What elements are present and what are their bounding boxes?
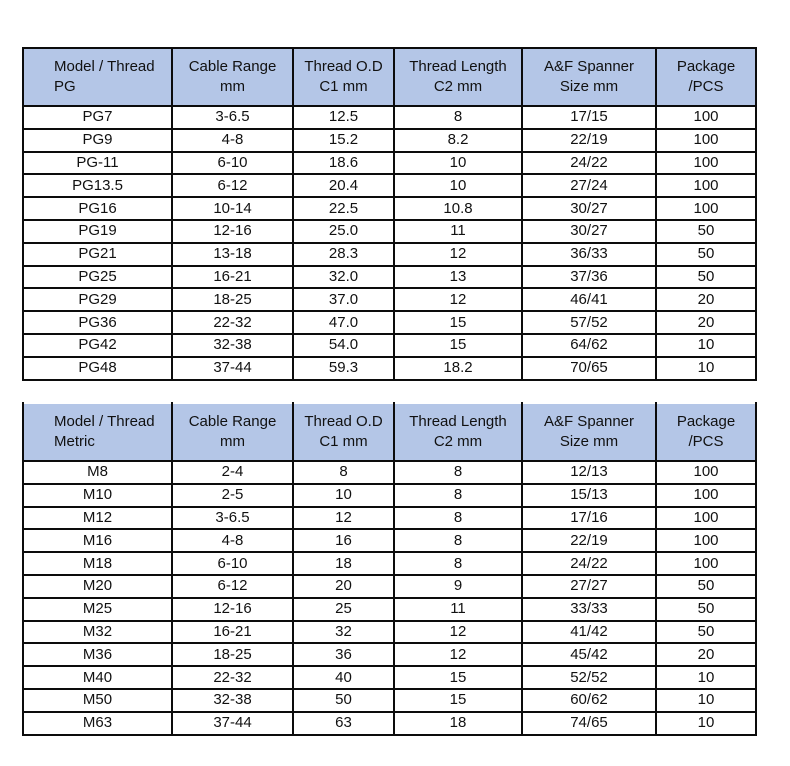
cell-thread-od: 47.0 — [293, 311, 394, 334]
cell-model: PG9 — [23, 129, 172, 152]
cell-thread-od: 28.3 — [293, 243, 394, 266]
header-row — [23, 48, 756, 106]
header-model-thread-line: Model / Thread — [54, 413, 155, 430]
cell-package: 100 — [656, 461, 756, 484]
pg-thread-spec-table — [22, 47, 757, 381]
table-row — [23, 484, 756, 507]
cell-cable-range: 18-25 — [172, 288, 293, 311]
header-cable-range-line: Cable Range — [188, 413, 277, 430]
table-row — [23, 106, 756, 129]
cell-package: 10 — [656, 357, 756, 380]
cell-cable-range: 12-16 — [172, 598, 293, 621]
cell-af-spanner: 27/27 — [522, 575, 656, 598]
header-thread-od-line: Thread O.D — [304, 58, 383, 75]
cell-package: 100 — [656, 129, 756, 152]
cell-thread-length: 18 — [394, 712, 522, 735]
cell-cable-range: 2-4 — [172, 461, 293, 484]
cell-cable-range: 6-12 — [172, 174, 293, 197]
cell-thread-od: 37.0 — [293, 288, 394, 311]
cell-model: M50 — [23, 689, 172, 712]
table-row — [23, 689, 756, 712]
header-af-spanner-line: A&F Spanner — [543, 413, 635, 430]
cell-cable-range: 4-8 — [172, 529, 293, 552]
cell-package: 100 — [656, 484, 756, 507]
cell-cable-range: 2-5 — [172, 484, 293, 507]
cell-package: 10 — [656, 334, 756, 357]
header-package-line: /PCS — [688, 433, 724, 450]
cell-thread-od: 25 — [293, 598, 394, 621]
header-cable-range-line: mm — [220, 433, 245, 450]
cell-thread-od: 36 — [293, 643, 394, 666]
cell-thread-length: 10 — [394, 174, 522, 197]
cell-af-spanner: 24/22 — [522, 552, 656, 575]
cell-cable-range: 6-10 — [172, 552, 293, 575]
cell-thread-length: 12 — [394, 643, 522, 666]
cell-model: PG42 — [23, 334, 172, 357]
cell-model: PG16 — [23, 197, 172, 220]
cell-thread-od: 54.0 — [293, 334, 394, 357]
table-row — [23, 174, 756, 197]
cell-cable-range: 37-44 — [172, 357, 293, 380]
cell-package: 20 — [656, 311, 756, 334]
table-row — [23, 621, 756, 644]
cell-thread-od: 12.5 — [293, 106, 394, 129]
header-thread-od-line: C1 mm — [319, 78, 368, 95]
cell-cable-range: 4-8 — [172, 129, 293, 152]
cell-thread-length: 15 — [394, 666, 522, 689]
cell-package: 50 — [656, 266, 756, 289]
cell-package: 100 — [656, 106, 756, 129]
cell-cable-range: 22-32 — [172, 311, 293, 334]
cell-thread-od: 32 — [293, 621, 394, 644]
table-body — [23, 461, 756, 735]
cell-thread-od: 20 — [293, 575, 394, 598]
cell-package: 100 — [656, 507, 756, 530]
cell-model: M36 — [23, 643, 172, 666]
cell-af-spanner: 41/42 — [522, 621, 656, 644]
table-row — [23, 357, 756, 380]
cell-model: M16 — [23, 529, 172, 552]
header-af-spanner-line: Size mm — [559, 433, 619, 450]
cell-af-spanner: 60/62 — [522, 689, 656, 712]
cell-model: M40 — [23, 666, 172, 689]
cell-thread-od: 18 — [293, 552, 394, 575]
header-af-spanner-line: A&F Spanner — [543, 58, 635, 75]
cell-af-spanner: 22/19 — [522, 129, 656, 152]
cell-cable-range: 32-38 — [172, 689, 293, 712]
metric-thread-spec-table — [22, 402, 757, 736]
table-row — [23, 266, 756, 289]
cell-model: PG19 — [23, 220, 172, 243]
header-thread-length — [394, 48, 522, 106]
cell-af-spanner: 15/13 — [522, 484, 656, 507]
cell-cable-range: 10-14 — [172, 197, 293, 220]
cell-thread-length: 8 — [394, 461, 522, 484]
cell-thread-od: 50 — [293, 689, 394, 712]
cell-model: M20 — [23, 575, 172, 598]
table-row — [23, 507, 756, 530]
cell-af-spanner: 64/62 — [522, 334, 656, 357]
cell-model: M8 — [23, 461, 172, 484]
cell-cable-range: 32-38 — [172, 334, 293, 357]
cell-cable-range: 16-21 — [172, 266, 293, 289]
cell-model: PG29 — [23, 288, 172, 311]
cell-package: 50 — [656, 621, 756, 644]
header-package — [656, 48, 756, 106]
cell-cable-range: 3-6.5 — [172, 106, 293, 129]
table-row — [23, 643, 756, 666]
header-af-spanner-line: Size mm — [559, 78, 619, 95]
cell-thread-length: 8 — [394, 484, 522, 507]
cell-thread-od: 22.5 — [293, 197, 394, 220]
header-row — [23, 403, 756, 461]
cell-thread-od: 16 — [293, 529, 394, 552]
header-thread-od — [293, 48, 394, 106]
table-header — [23, 403, 756, 461]
cell-package: 100 — [656, 152, 756, 175]
table-row — [23, 575, 756, 598]
table-row — [23, 288, 756, 311]
cell-thread-od: 40 — [293, 666, 394, 689]
cell-package: 50 — [656, 598, 756, 621]
cell-thread-od: 15.2 — [293, 129, 394, 152]
cell-model: M10 — [23, 484, 172, 507]
cell-af-spanner: 45/42 — [522, 643, 656, 666]
cell-af-spanner: 27/24 — [522, 174, 656, 197]
cell-af-spanner: 37/36 — [522, 266, 656, 289]
cell-model: PG25 — [23, 266, 172, 289]
cell-thread-od: 12 — [293, 507, 394, 530]
cell-thread-length: 8 — [394, 529, 522, 552]
table-row — [23, 334, 756, 357]
cell-af-spanner: 30/27 — [522, 197, 656, 220]
header-model-thread — [23, 48, 172, 106]
cell-thread-length: 8.2 — [394, 129, 522, 152]
cell-cable-range: 3-6.5 — [172, 507, 293, 530]
cell-thread-length: 12 — [394, 243, 522, 266]
header-cable-range-line: mm — [220, 78, 245, 95]
cell-model: PG-11 — [23, 152, 172, 175]
header-cable-range — [172, 403, 293, 461]
cell-model: PG7 — [23, 106, 172, 129]
cell-thread-length: 8 — [394, 507, 522, 530]
table-row — [23, 598, 756, 621]
cell-thread-length: 10 — [394, 152, 522, 175]
cell-thread-length: 15 — [394, 334, 522, 357]
cell-af-spanner: 30/27 — [522, 220, 656, 243]
cell-af-spanner: 52/52 — [522, 666, 656, 689]
header-model-thread-line: Metric — [54, 433, 95, 450]
cell-thread-od: 18.6 — [293, 152, 394, 175]
header-cable-range-line: Cable Range — [188, 58, 277, 75]
table-row — [23, 666, 756, 689]
cell-af-spanner: 33/33 — [522, 598, 656, 621]
cell-cable-range: 6-10 — [172, 152, 293, 175]
cell-package: 50 — [656, 575, 756, 598]
cell-thread-length: 11 — [394, 598, 522, 621]
cell-af-spanner: 46/41 — [522, 288, 656, 311]
cell-af-spanner: 74/65 — [522, 712, 656, 735]
header-package-line: /PCS — [688, 78, 724, 95]
cell-package: 100 — [656, 174, 756, 197]
cell-cable-range: 18-25 — [172, 643, 293, 666]
cell-thread-length: 11 — [394, 220, 522, 243]
header-thread-length-line: Thread Length — [409, 58, 507, 75]
header-thread-length-line: Thread Length — [409, 413, 507, 430]
cell-cable-range: 16-21 — [172, 621, 293, 644]
cell-af-spanner: 70/65 — [522, 357, 656, 380]
table-row — [23, 197, 756, 220]
cell-thread-od: 59.3 — [293, 357, 394, 380]
cell-package: 20 — [656, 643, 756, 666]
header-thread-length-line: C2 mm — [433, 433, 483, 450]
header-package — [656, 403, 756, 461]
cell-cable-range: 37-44 — [172, 712, 293, 735]
header-thread-length — [394, 403, 522, 461]
header-af-spanner — [522, 403, 656, 461]
header-thread-od-line: C1 mm — [319, 433, 368, 450]
header-package-line: Package — [676, 413, 736, 430]
cell-model: PG13.5 — [23, 174, 172, 197]
cell-model: PG36 — [23, 311, 172, 334]
cell-package: 100 — [656, 552, 756, 575]
table-row — [23, 529, 756, 552]
cell-model: M25 — [23, 598, 172, 621]
cell-cable-range: 13-18 — [172, 243, 293, 266]
cell-thread-od: 25.0 — [293, 220, 394, 243]
cell-thread-od: 63 — [293, 712, 394, 735]
header-thread-od — [293, 403, 394, 461]
cell-af-spanner: 17/15 — [522, 106, 656, 129]
cell-cable-range: 22-32 — [172, 666, 293, 689]
cell-model: M18 — [23, 552, 172, 575]
header-package-line: Package — [676, 58, 736, 75]
cell-af-spanner: 12/13 — [522, 461, 656, 484]
cell-af-spanner: 17/16 — [522, 507, 656, 530]
header-thread-length-line: C2 mm — [433, 78, 483, 95]
cell-af-spanner: 24/22 — [522, 152, 656, 175]
header-model-thread — [23, 403, 172, 461]
cell-model: M63 — [23, 712, 172, 735]
table-row — [23, 152, 756, 175]
cell-thread-length: 12 — [394, 621, 522, 644]
table-body — [23, 106, 756, 380]
header-thread-od-line: Thread O.D — [304, 413, 383, 430]
cell-package: 50 — [656, 243, 756, 266]
cell-package: 100 — [656, 197, 756, 220]
cell-package: 50 — [656, 220, 756, 243]
cell-thread-length: 8 — [394, 106, 522, 129]
table-row — [23, 220, 756, 243]
cell-model: PG48 — [23, 357, 172, 380]
cell-cable-range: 12-16 — [172, 220, 293, 243]
cell-thread-length: 13 — [394, 266, 522, 289]
cell-thread-od: 8 — [293, 461, 394, 484]
cell-package: 100 — [656, 529, 756, 552]
header-model-thread-line: PG — [54, 78, 76, 95]
cell-thread-length: 8 — [394, 552, 522, 575]
cell-thread-od: 32.0 — [293, 266, 394, 289]
cell-package: 10 — [656, 689, 756, 712]
cell-thread-length: 15 — [394, 311, 522, 334]
cell-thread-length: 12 — [394, 288, 522, 311]
cell-package: 10 — [656, 666, 756, 689]
table-row — [23, 712, 756, 735]
cell-model: M12 — [23, 507, 172, 530]
cell-af-spanner: 36/33 — [522, 243, 656, 266]
cell-model: M32 — [23, 621, 172, 644]
cell-af-spanner: 57/52 — [522, 311, 656, 334]
cell-model: PG21 — [23, 243, 172, 266]
table-header — [23, 48, 756, 106]
cell-package: 20 — [656, 288, 756, 311]
cell-thread-length: 10.8 — [394, 197, 522, 220]
cell-af-spanner: 22/19 — [522, 529, 656, 552]
header-cable-range — [172, 48, 293, 106]
table-row — [23, 461, 756, 484]
cell-thread-length: 18.2 — [394, 357, 522, 380]
cell-package: 10 — [656, 712, 756, 735]
cell-thread-od: 20.4 — [293, 174, 394, 197]
table-row — [23, 243, 756, 266]
header-af-spanner — [522, 48, 656, 106]
cell-cable-range: 6-12 — [172, 575, 293, 598]
cell-thread-length: 9 — [394, 575, 522, 598]
table-row — [23, 129, 756, 152]
table-row — [23, 552, 756, 575]
table-row — [23, 311, 756, 334]
cell-thread-od: 10 — [293, 484, 394, 507]
cell-thread-length: 15 — [394, 689, 522, 712]
header-model-thread-line: Model / Thread — [54, 58, 155, 75]
